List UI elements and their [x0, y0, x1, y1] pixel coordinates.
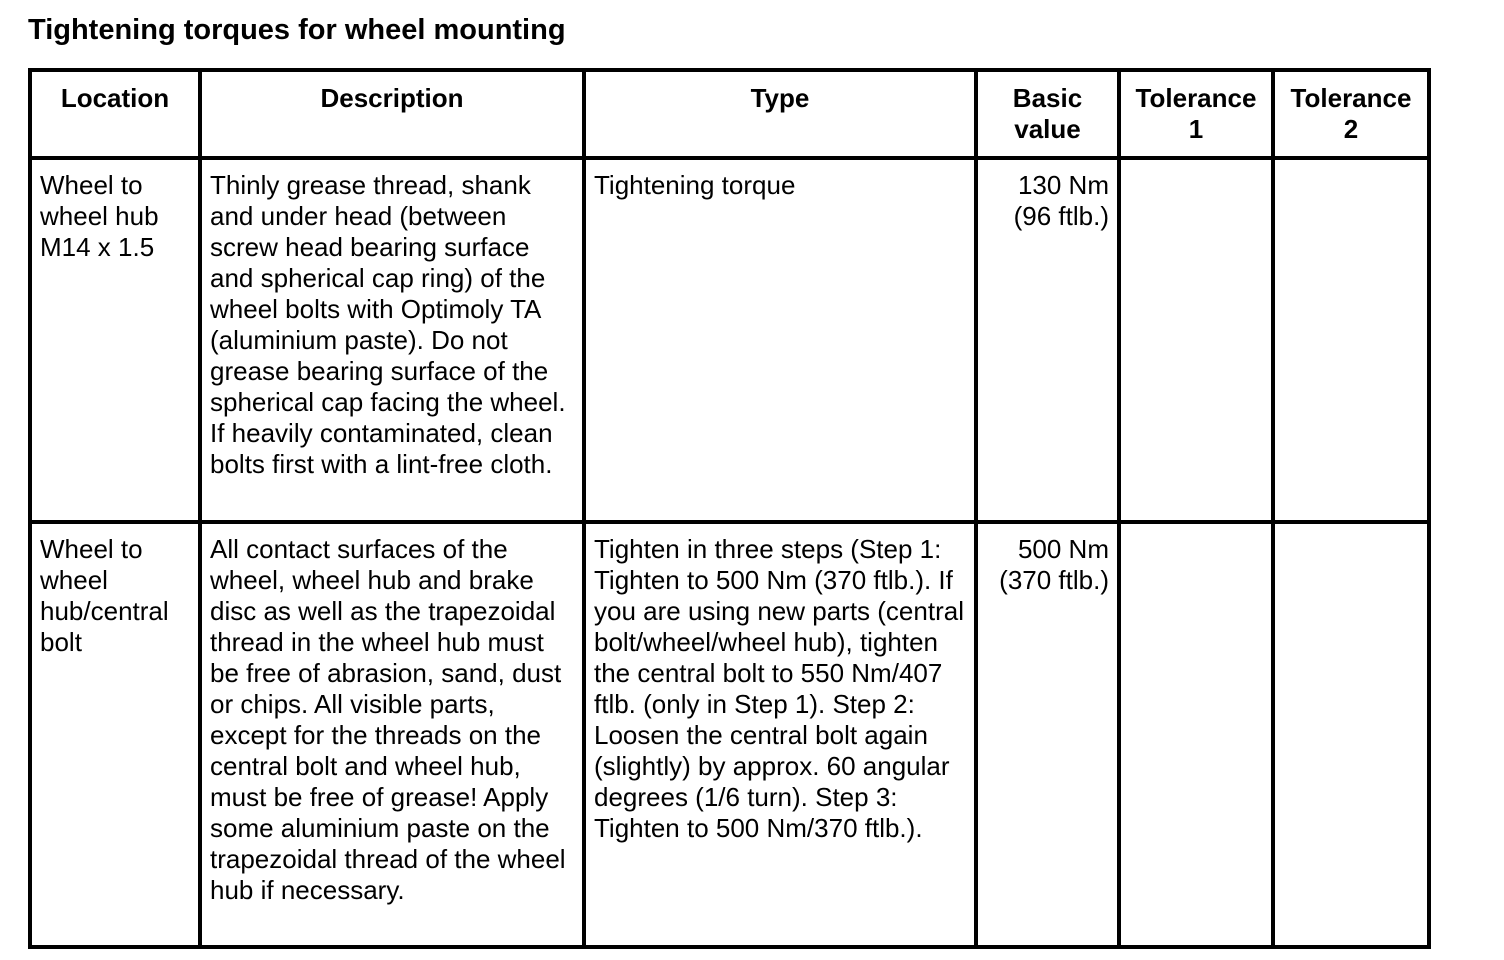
cell-description: All contact surfaces of the wheel, wheel hub and brake disc as well as the trapezoidal thread in the wheel hub must be free of abrasion, sand, dust or chips. All visible parts, except for the threads on the central bolt and wheel hub, must be free of grease! Apply some aluminium paste on the trapezoidal thread of the wheel hub if necessary.	[200, 522, 584, 947]
cell-type: Tightening torque	[584, 158, 976, 522]
header-description: Description	[200, 70, 584, 158]
cell-description: Thinly grease thread, shank and under head (between screw head bearing surface and spherical cap ring) of the wheel bolts with Optimoly TA (aluminium paste). Do not grease bearing surface of the spherical cap facing the wheel. If heavily contaminated, clean bolts first with a lint-free cloth.	[200, 158, 584, 522]
document-title: Tightening torques for wheel mounting	[28, 14, 566, 46]
cell-type: Tighten in three steps (Step 1: Tighten to 500 Nm (370 ftlb.). If you are using new parts (central bolt/wheel/wheel hub), tighten the central bolt to 550 Nm/407 ftlb. (only in Step 1). Step 2: Loosen the central bolt again (slightly) by approx. 60 angular degrees (1/6 turn). Step 3: Tighten to 500 Nm/370 ftlb.).	[584, 522, 976, 947]
header-type: Type	[584, 70, 976, 158]
header-location: Location	[30, 70, 200, 158]
cell-tolerance-1	[1119, 522, 1273, 947]
header-tolerance-1: Tolerance 1	[1119, 70, 1273, 158]
table-row	[30, 158, 1429, 522]
cell-basic-value: 500 Nm (370 ftlb.)	[976, 522, 1119, 947]
cell-tolerance-1	[1119, 158, 1273, 522]
header-tolerance-2: Tolerance 2	[1273, 70, 1429, 158]
cell-tolerance-2	[1273, 158, 1429, 522]
header-basic-value: Basic value	[976, 70, 1119, 158]
table-header-row	[30, 70, 1429, 158]
cell-tolerance-2	[1273, 522, 1429, 947]
table-row	[30, 522, 1429, 947]
cell-location: Wheel to wheel hub M14 x 1.5	[30, 158, 200, 522]
cell-basic-value: 130 Nm (96 ftlb.)	[976, 158, 1119, 522]
torque-table	[28, 68, 1431, 949]
cell-location: Wheel to wheel hub/central bolt	[30, 522, 200, 947]
